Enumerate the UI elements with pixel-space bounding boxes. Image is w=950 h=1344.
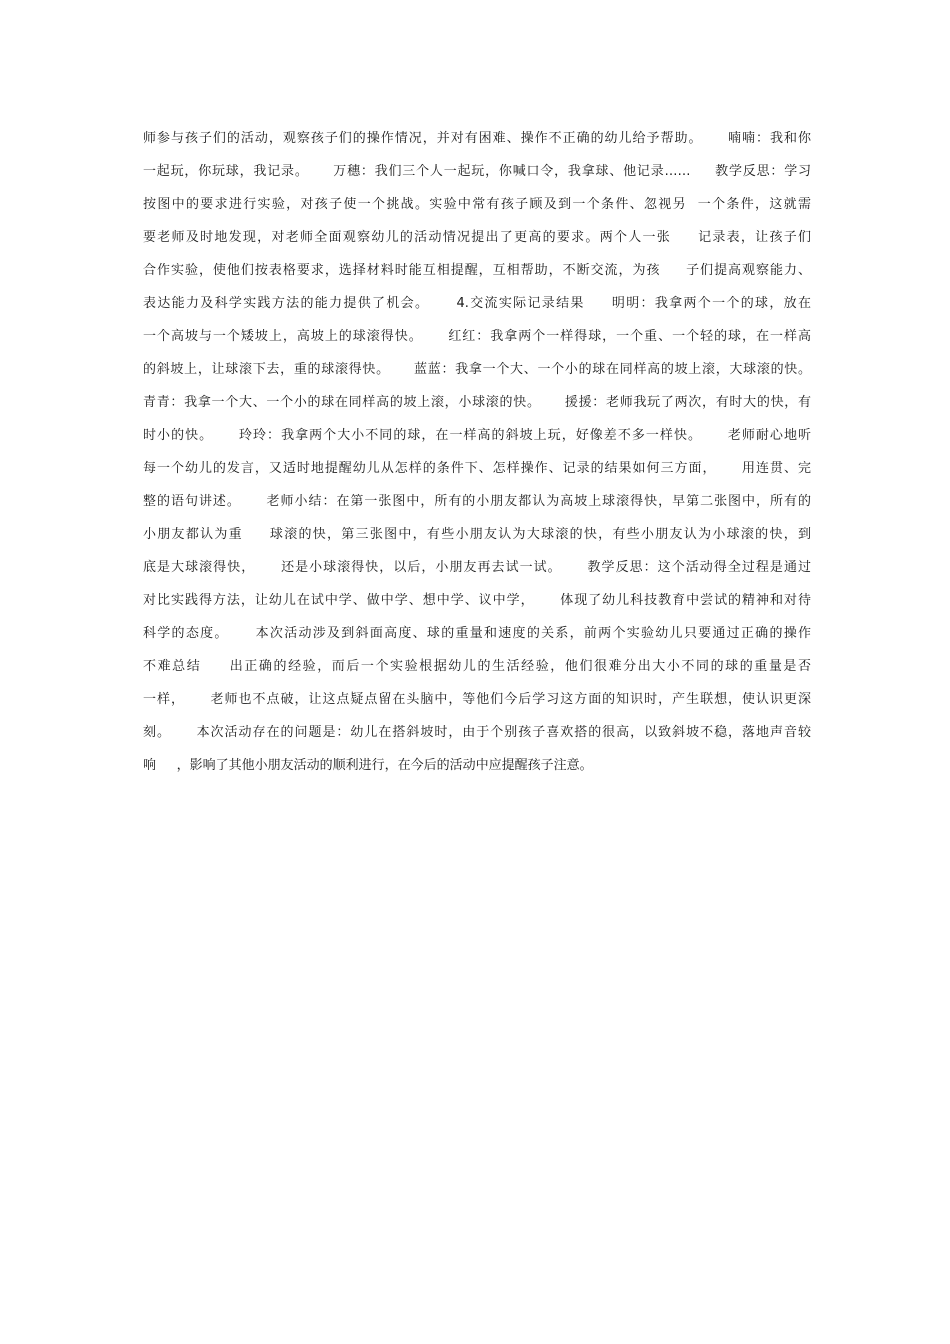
text-line-last: 响 ，影响了其他小朋友活动的顺利进行，在今后的活动中应提醒孩子注意。 [143,758,593,773]
text-line: 青青：我拿一个大、一个小的球在同样高的坡上滚，小球滚的快。 援援：老师我玩了两次，有时大的快，有 [143,395,811,410]
text-line: 一个高坡与一个矮坡上，高坡上的球滚得快。 红红：我拿两个一样得球，一个重、一个轻的球，在一样高 [143,329,811,344]
text-line: 合作实验，使他们按表格要求，选择材料时能互相提醒，互相帮助，不断交流，为孩 子们提高观察能力、 [143,263,811,278]
text-line: 底是大球滚得快， 还是小球滚得快，以后，小朋友再去试一试。 教学反思：这个活动得全过程是通过 [143,560,811,575]
text-line: 师参与孩子们的活动，观察孩子们的操作情况，并对有困难、操作不正确的幼儿给予帮助。 喃喃：我和你 [143,131,811,146]
text-line: 整的语句讲述。 老师小结：在第一张图中，所有的小朋友都认为高坡上球滚得快，早第二张图中，所有的 [143,494,811,509]
text-line: 一起玩，你玩球，我记录。 万穗：我们三个人一起玩，你喊口令，我拿球、他记录…… 教学反思：学习 [143,164,811,179]
text-line: 要老师及时地发现，对老师全面观察幼儿的活动情况提出了更高的要求。两个人一张 记录表，让孩子们 [143,230,811,245]
text-line: 按图中的要求进行实验，对孩子使一个挑战。实验中常有孩子顾及到一个条件、忽视另 一个条件，这就需 [143,197,811,212]
text-line: 科学的态度。 本次活动涉及到斜面高度、球的重量和速度的关系，前两个实验幼儿只要通过正确的操作 [143,626,811,641]
text-line: 不难总结 出正确的经验，而后一个实验根据幼儿的生活经验，他们很难分出大小不同的球的重量是否 [143,659,811,674]
text-line: 一样， 老师也不点破，让这点疑点留在头脑中，等他们今后学习这方面的知识时，产生联想，使认识更深 [143,692,811,707]
text-line: 刻。 本次活动存在的问题是：幼儿在搭斜坡时，由于个别孩子喜欢搭的很高，以致斜坡不稳，落地声音较 [143,725,811,740]
text-line: 小朋友都认为重 球滚的快，第三张图中，有些小朋友认为大球滚的快，有些小朋友认为小球滚的快，到 [143,527,811,542]
text-line: 表达能力及科学实践方法的能力提供了机会。 4.交流实际记录结果 明明：我拿两个一个的球，放在 [143,296,811,311]
text-line: 对比实践得方法，让幼儿在试中学、做中学、想中学、议中学， 体现了幼儿科技教育中尝试的精神和对待 [143,593,811,608]
text-line: 的斜坡上，让球滚下去，重的球滚得快。 蓝蓝：我拿一个大、一个小的球在同样高的坡上滚，大球滚的快。 [143,362,811,377]
text-line: 每一个幼儿的发言，又适时地提醒幼儿从怎样的条件下、怎样操作、记录的结果如何三方面， 用连贯、完 [143,461,811,476]
body-text [143,122,811,782]
text-line: 时小的快。 玲玲：我拿两个大小不同的球，在一样高的斜坡上玩，好像差不多一样快。 老师耐心地听 [143,428,811,443]
